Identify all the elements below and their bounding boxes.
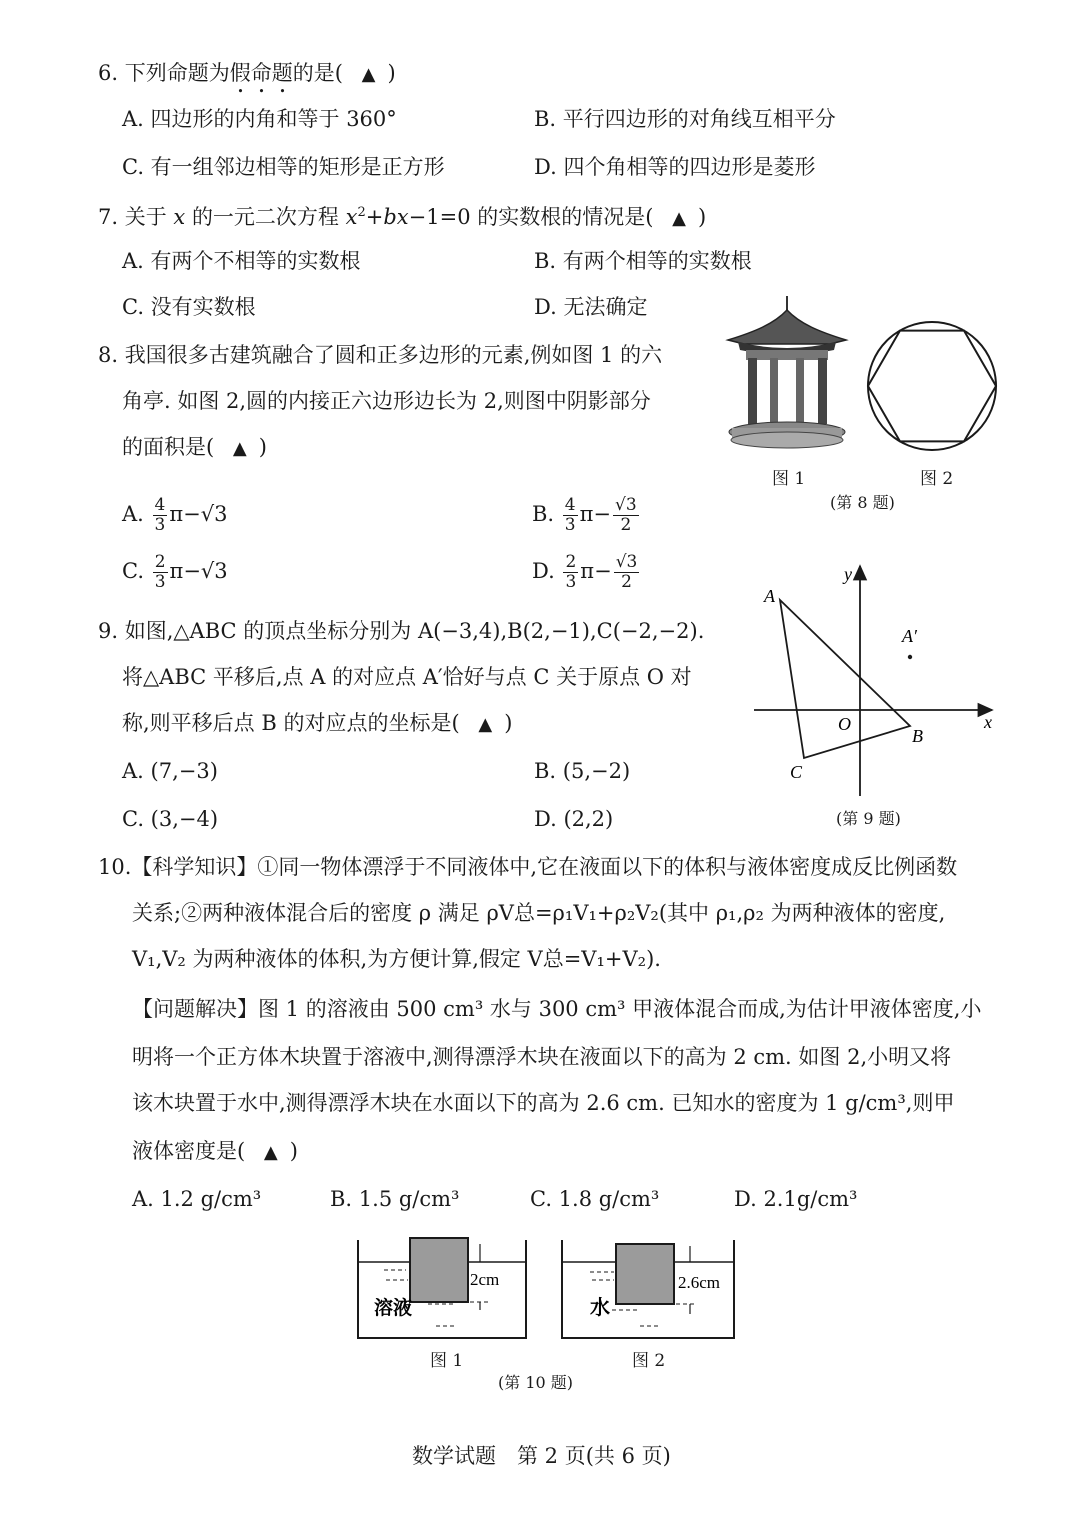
q10-line-5: 明将一个正方体木块置于溶液中,测得漂浮木块在液面以下的高为 2 cm. 如图 2,小明又将 bbox=[132, 1045, 952, 1069]
q9-line-1: 9. 如图,△ABC 的顶点坐标分别为 A(−3,4),B(2,−1),C(−2,−2). bbox=[98, 619, 705, 643]
q10-line-3: V₁,V₂ 为两种液体的体积,为方便计算,假定 V总=V₁+V₂). bbox=[132, 947, 661, 971]
numerator: √3 bbox=[615, 495, 637, 515]
numerator: 2 bbox=[154, 552, 166, 572]
q10-line-2: 关系;②两种液体混合后的密度 ρ 满足 ρV总=ρ₁V₁+ρ₂V₂(其中 ρ₁,ρ₂ 为两种液体的密度, bbox=[132, 901, 946, 925]
q7-eq-plus: + bbox=[365, 205, 384, 229]
pavilion-image bbox=[724, 292, 850, 452]
circle-hexagon-figure bbox=[864, 318, 1000, 454]
wood-block bbox=[410, 1238, 468, 1302]
triangle-abc bbox=[780, 600, 910, 758]
sqrt-3: √3 bbox=[200, 502, 228, 526]
q8-option-a-label: A. bbox=[122, 502, 144, 526]
q9-option-a: A. (7,−3) bbox=[122, 759, 218, 783]
q9-option-d: D. (2,2) bbox=[534, 807, 614, 831]
denominator: 3 bbox=[154, 572, 166, 592]
q6-stem-a: 6. 下列命题为 bbox=[98, 61, 230, 85]
q8-option-c bbox=[122, 545, 228, 597]
q7-option-d: D. 无法确定 bbox=[534, 295, 648, 319]
pi-minus: π− bbox=[169, 559, 201, 583]
q7-option-c: C. 没有实数根 bbox=[122, 295, 256, 319]
q9-line-3 bbox=[122, 708, 512, 740]
q6-option-a: A. 四边形的内角和等于 360° bbox=[122, 107, 397, 131]
q7-eq-sup: 2 bbox=[357, 205, 366, 220]
q8-close: ) bbox=[258, 435, 267, 459]
q7-stem bbox=[98, 198, 706, 234]
q9-close: ) bbox=[504, 711, 513, 735]
fraction bbox=[153, 553, 168, 592]
label-c: C bbox=[790, 762, 803, 782]
q10-fig1-label: 图 1 bbox=[430, 1351, 464, 1371]
q8-option-d-label: D. bbox=[532, 559, 555, 583]
hexagon bbox=[868, 331, 996, 442]
q10-line-7-text: 液体密度是( bbox=[132, 1139, 246, 1163]
q10-option-d: D. 2.1g/cm³ bbox=[734, 1187, 858, 1211]
answer-mark: ▲ bbox=[478, 714, 493, 735]
fig1-liquid-label: 溶液 bbox=[374, 1297, 413, 1319]
q7-stem-b: 的一元二次方程 bbox=[191, 205, 339, 229]
q7-option-a: A. 有两个不相等的实数根 bbox=[122, 249, 361, 273]
q10-option-c: C. 1.8 g/cm³ bbox=[530, 1187, 660, 1211]
answer-mark: ▲ bbox=[263, 1142, 278, 1163]
numerator: 4 bbox=[564, 495, 576, 515]
q8-fig2-label: 图 2 bbox=[920, 469, 954, 489]
numerator: 2 bbox=[565, 552, 577, 572]
q9-option-c: C. (3,−4) bbox=[122, 807, 219, 831]
numerator: 4 bbox=[154, 495, 166, 515]
fig2-liquid-label: 水 bbox=[590, 1295, 610, 1319]
circle bbox=[868, 322, 996, 450]
q10-fig2-label: 图 2 bbox=[632, 1351, 666, 1371]
denominator: 3 bbox=[564, 515, 576, 535]
pi-minus: π− bbox=[169, 502, 201, 526]
q8-option-c-label: C. bbox=[122, 559, 144, 583]
q8-line-2: 角亭. 如图 2,圆的内接正六边形边长为 2,则图中阴影部分 bbox=[122, 389, 651, 413]
answer-mark: ▲ bbox=[232, 438, 247, 459]
q8-option-b bbox=[532, 488, 641, 540]
answer-mark: ▲ bbox=[361, 64, 376, 85]
q10-line-1: 10.【科学知识】①同一物体漂浮于不同液体中,它在液面以下的体积与液体密度成反比例函数 bbox=[98, 855, 958, 879]
numerator: √3 bbox=[615, 552, 638, 572]
q10-fig1-container bbox=[356, 1234, 528, 1342]
denominator: 3 bbox=[154, 515, 166, 535]
label-x: x bbox=[984, 712, 992, 732]
q7-option-b: B. 有两个相等的实数根 bbox=[534, 249, 752, 273]
label-o: O bbox=[838, 714, 851, 734]
q8-caption: (第 8 题) bbox=[830, 493, 895, 512]
q6-stem-b: 的是( bbox=[292, 61, 343, 85]
label-b: B bbox=[912, 726, 923, 746]
q10-option-b: B. 1.5 g/cm³ bbox=[330, 1187, 460, 1211]
q6-stem bbox=[98, 58, 396, 98]
pi-minus: π− bbox=[580, 559, 612, 583]
q9-line-3-text: 称,则平移后点 B 的对应点的坐标是( bbox=[122, 711, 460, 735]
pi-minus: π− bbox=[579, 502, 612, 526]
fig2-height-label: 2.6cm bbox=[678, 1273, 721, 1292]
q10-fig2-container bbox=[560, 1234, 736, 1342]
denominator: 3 bbox=[565, 572, 577, 592]
q7-eq-x: x bbox=[345, 205, 358, 229]
q7-stem-c: −1=0 的实数根的情况是( bbox=[408, 205, 654, 229]
q6-option-d: D. 四个角相等的四边形是菱形 bbox=[534, 155, 816, 179]
q9-line-2: 将△ABC 平移后,点 A 的对应点 A′恰好与点 C 关于原点 O 对 bbox=[122, 665, 692, 689]
q6-option-c: C. 有一组邻边相等的矩形是正方形 bbox=[122, 155, 445, 179]
q7-eq-bx: bx bbox=[383, 205, 409, 229]
q10-close: ) bbox=[289, 1139, 298, 1163]
q9-caption: (第 9 题) bbox=[836, 809, 901, 828]
q8-line-3-text: 的面积是( bbox=[122, 435, 215, 459]
fraction bbox=[563, 553, 578, 592]
q7-close: ) bbox=[697, 205, 707, 229]
q8-option-b-label: B. bbox=[532, 502, 555, 526]
page-footer: 数学试题 第 2 页(共 6 页) bbox=[412, 1444, 671, 1468]
label-a-prime: A′ bbox=[902, 626, 917, 646]
q10-option-a: A. 1.2 g/cm³ bbox=[132, 1187, 262, 1211]
q8-fig1-label: 图 1 bbox=[772, 469, 806, 489]
point-a-prime bbox=[908, 655, 912, 659]
q10-line-4: 【问题解决】图 1 的溶液由 500 cm³ 水与 300 cm³ 甲液体混合而成,为估计甲液体密度,小 bbox=[132, 997, 982, 1021]
denominator: 2 bbox=[620, 515, 632, 535]
q8-option-a bbox=[122, 488, 228, 540]
q7-var-x: x bbox=[173, 205, 186, 229]
q8-option-d bbox=[532, 545, 641, 597]
fraction bbox=[153, 496, 168, 535]
answer-mark: ▲ bbox=[672, 208, 686, 229]
q8-line-3 bbox=[122, 432, 267, 464]
q10-caption: (第 10 题) bbox=[498, 1373, 574, 1392]
q9-coordinate-figure bbox=[750, 560, 1000, 800]
label-y: y bbox=[844, 564, 852, 584]
fraction bbox=[563, 496, 578, 535]
wood-block bbox=[616, 1244, 674, 1304]
q10-line-6: 该木块置于水中,测得漂浮木块在水面以下的高为 2.6 cm. 已知水的密度为 1 g/cm³,则甲 bbox=[132, 1091, 955, 1115]
label-a: A bbox=[764, 586, 775, 606]
q7-stem-a: 7. 关于 bbox=[98, 205, 167, 229]
q6-emphasis: 假命题 bbox=[229, 61, 293, 85]
fig1-height-label: 2cm bbox=[470, 1270, 500, 1289]
q6-option-b: B. 平行四边形的对角线互相平分 bbox=[534, 107, 836, 131]
sqrt-3: √3 bbox=[200, 559, 228, 583]
q10-line-7 bbox=[132, 1136, 298, 1168]
fraction bbox=[613, 496, 639, 535]
q8-line-1: 8. 我国很多古建筑融合了圆和正多边形的元素,例如图 1 的六 bbox=[98, 343, 663, 367]
fraction bbox=[614, 553, 640, 592]
denominator: 2 bbox=[621, 572, 632, 592]
q6-close: ) bbox=[387, 61, 396, 85]
q9-option-b: B. (5,−2) bbox=[534, 759, 631, 783]
